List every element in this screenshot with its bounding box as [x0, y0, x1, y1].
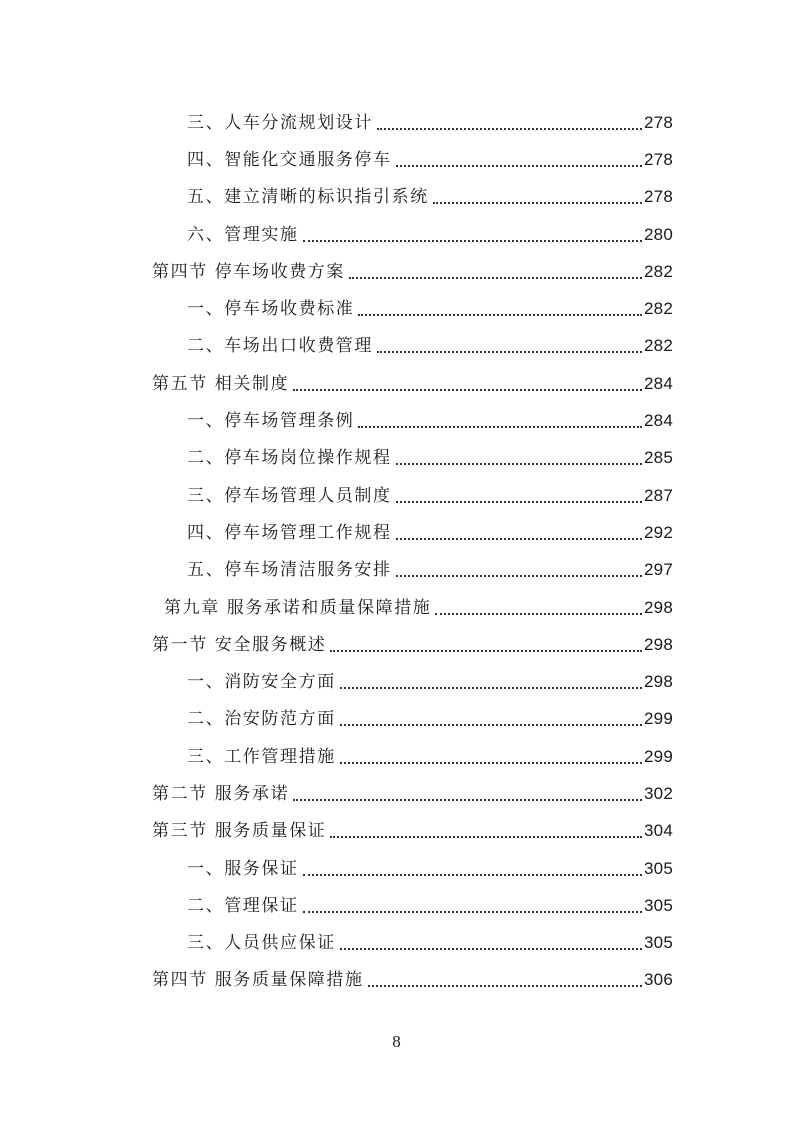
toc-entry-title: 一、停车场管理条例 [187, 411, 355, 432]
dot-leader [396, 484, 642, 508]
toc-section-entry[interactable] [0, 962, 793, 999]
dot-leader [433, 185, 642, 209]
toc-entry-page: 305 [644, 895, 673, 915]
toc-entry-page: 305 [644, 933, 673, 953]
dot-leader [358, 297, 642, 321]
toc-entry-page: 299 [644, 746, 673, 766]
toc-entry-page: 284 [644, 373, 673, 393]
toc-entry[interactable] [0, 663, 793, 700]
toc-entry-title: 三、人员供应保证 [187, 933, 336, 954]
toc-entry[interactable] [0, 925, 793, 962]
dot-leader [377, 334, 642, 358]
toc-entry[interactable] [0, 216, 793, 253]
toc-entry-title: 第四节 停车场收费方案 [152, 261, 346, 282]
toc-entry-title: 四、停车场管理工作规程 [187, 522, 392, 543]
toc-entry-page: 298 [644, 634, 673, 654]
toc-entry-title: 一、服务保证 [187, 858, 299, 879]
dot-leader [396, 148, 642, 172]
dot-leader [396, 446, 642, 470]
toc-entry[interactable] [0, 477, 793, 514]
toc-entry-page: 285 [644, 448, 673, 468]
toc-entry[interactable] [0, 440, 793, 477]
dot-leader [340, 670, 642, 694]
toc-entry-page: 282 [644, 336, 673, 356]
toc-entry-page: 278 [644, 187, 673, 207]
toc-entry[interactable] [0, 887, 793, 924]
toc-entry[interactable] [0, 104, 793, 141]
toc-entry-page: 278 [644, 112, 673, 132]
toc-entry-page: 292 [644, 522, 673, 542]
dot-leader [303, 894, 642, 918]
toc-entry[interactable] [0, 552, 793, 589]
dot-leader [293, 782, 642, 806]
dot-leader [330, 819, 642, 843]
toc-entry-page: 299 [644, 709, 673, 729]
toc-entry-page: 298 [644, 672, 673, 692]
dot-leader [303, 223, 642, 247]
toc-entry-title: 第一节 安全服务概述 [152, 634, 327, 655]
dot-leader [303, 857, 642, 881]
dot-leader [435, 596, 642, 620]
toc-entry[interactable] [0, 179, 793, 216]
toc-entry-title: 三、人车分流规划设计 [187, 112, 373, 133]
dot-leader [330, 633, 642, 657]
toc-section-entry[interactable] [0, 253, 793, 290]
toc-entry-title: 五、建立清晰的标识指引系统 [187, 187, 429, 208]
dot-leader [340, 745, 642, 769]
toc-section-entry[interactable] [0, 813, 793, 850]
toc-entry[interactable] [0, 701, 793, 738]
page-number: 8 [392, 1032, 401, 1051]
toc-entry-title: 第九章 服务承诺和质量保障措施 [164, 597, 432, 618]
toc-entry-title: 三、停车场管理人员制度 [187, 485, 392, 506]
toc-entry[interactable] [0, 514, 793, 551]
toc-entry-page: 298 [644, 597, 673, 617]
toc-entry-title: 第三节 服务质量保证 [152, 821, 327, 842]
table-of-contents [0, 104, 793, 999]
toc-chapter-entry[interactable] [0, 589, 793, 626]
toc-entry-title: 一、消防安全方面 [187, 672, 336, 693]
toc-entry-title: 二、治安防范方面 [187, 709, 336, 730]
toc-entry[interactable] [0, 402, 793, 439]
toc-entry-title: 二、管理保证 [187, 895, 299, 916]
toc-entry-title: 二、停车场岗位操作规程 [187, 448, 392, 469]
toc-entry-page: 305 [644, 858, 673, 878]
toc-entry-page: 282 [644, 261, 673, 281]
toc-entry[interactable] [0, 141, 793, 178]
toc-entry-title: 一、停车场收费标准 [187, 299, 355, 320]
toc-entry-page: 304 [644, 821, 673, 841]
toc-entry-title: 六、管理实施 [187, 224, 299, 245]
toc-entry-page: 302 [644, 783, 673, 803]
toc-entry[interactable] [0, 328, 793, 365]
toc-section-entry[interactable] [0, 365, 793, 402]
toc-entry-page: 278 [644, 149, 673, 169]
toc-entry-title: 第四节 服务质量保障措施 [152, 970, 364, 991]
toc-entry[interactable] [0, 290, 793, 327]
toc-entry-page: 280 [644, 224, 673, 244]
toc-entry-title: 第二节 服务承诺 [152, 783, 290, 804]
dot-leader [396, 558, 642, 582]
toc-entry-page: 297 [644, 560, 673, 580]
toc-entry-page: 284 [644, 411, 673, 431]
dot-leader [377, 111, 642, 135]
toc-entry-title: 三、工作管理措施 [187, 746, 336, 767]
toc-entry-title: 第五节 相关制度 [152, 373, 290, 394]
toc-entry-title: 五、停车场清洁服务安排 [187, 560, 392, 581]
toc-section-entry[interactable] [0, 626, 793, 663]
dot-leader [340, 707, 642, 731]
toc-entry-title: 二、车场出口收费管理 [187, 336, 373, 357]
toc-entry-page: 306 [644, 970, 673, 990]
dot-leader [368, 968, 642, 992]
dot-leader [358, 409, 642, 433]
toc-entry-page: 287 [644, 485, 673, 505]
toc-entry[interactable] [0, 738, 793, 775]
dot-leader [340, 931, 642, 955]
toc-entry-page: 282 [644, 299, 673, 319]
dot-leader [293, 372, 642, 396]
dot-leader [396, 521, 642, 545]
toc-section-entry[interactable] [0, 775, 793, 812]
toc-entry-title: 四、智能化交通服务停车 [187, 149, 392, 170]
dot-leader [349, 260, 642, 284]
toc-entry[interactable] [0, 850, 793, 887]
